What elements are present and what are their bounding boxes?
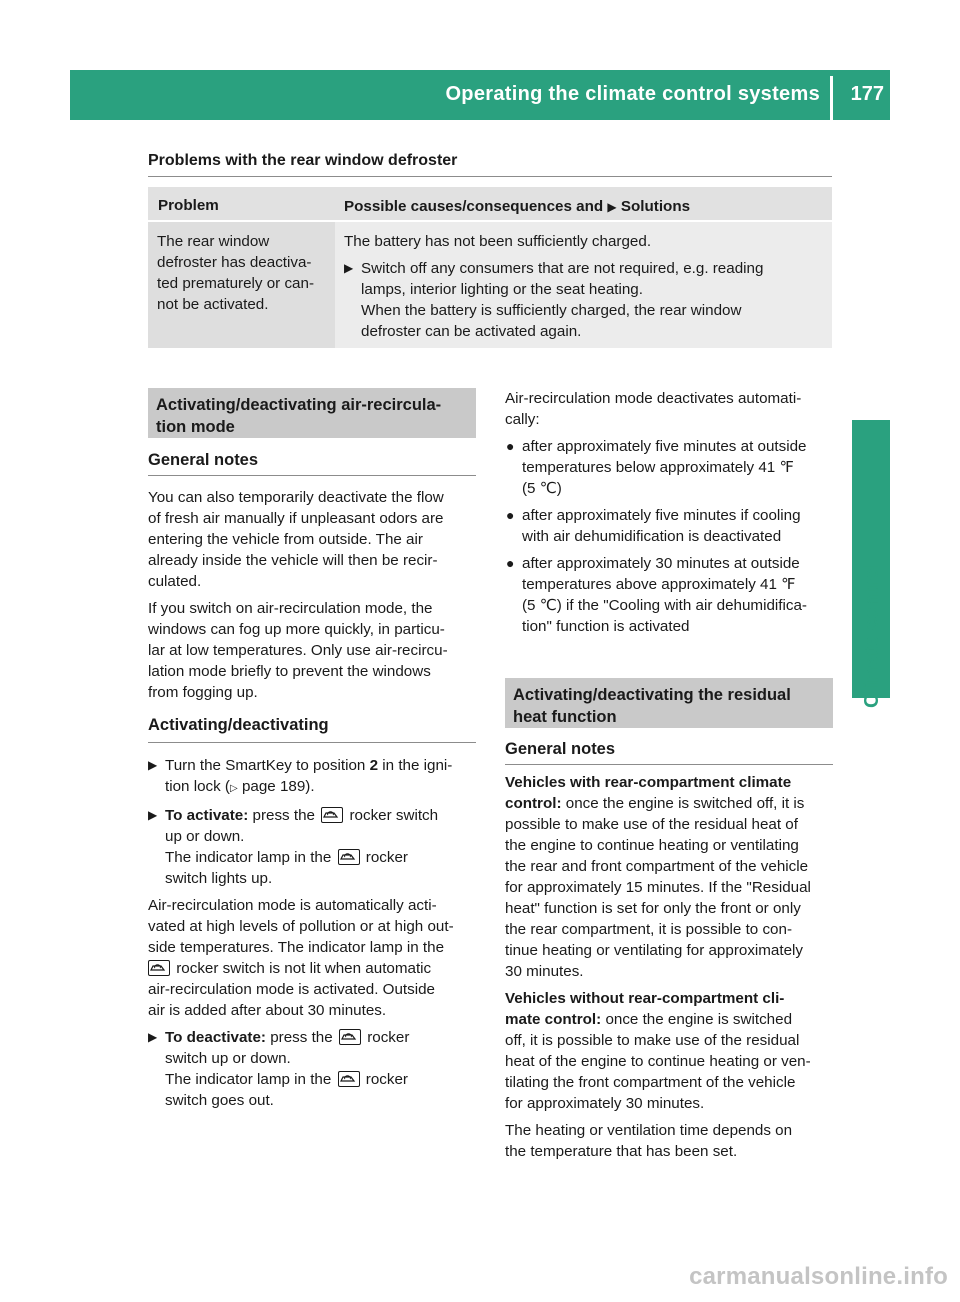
activating-title: Activating/deactivating <box>148 716 329 734</box>
problem-text: The rear window defroster has deactiva- ted prematurely or can- not be activated. <box>157 233 315 313</box>
bullet-icon: ● <box>506 438 515 454</box>
col-solutions-prefix: Possible causes/consequences and <box>344 198 604 215</box>
section-rule <box>148 475 476 476</box>
solution-cell <box>344 231 824 348</box>
footer-watermark: carmanualsonline.info <box>689 1263 948 1290</box>
air-recirc-title-block: Activating/deactivating air-recircula- tion mode <box>148 388 476 438</box>
page-number: 177 <box>850 83 884 105</box>
final-paragraph: The heating or ventilation time depends on the temperature that has been set. <box>505 1122 793 1160</box>
section-rule <box>148 176 832 177</box>
general-notes-title: General notes <box>148 451 259 469</box>
table-row <box>148 222 832 348</box>
triangle-arrow-icon: ▶ <box>607 200 617 214</box>
side-tab-label: Climate control <box>861 562 883 708</box>
page-ref-link[interactable]: page 189). <box>241 778 315 795</box>
air-recirculation-icon <box>339 1029 361 1045</box>
page-ref-arrow-icon: ▷ <box>230 783 238 794</box>
rear-window-title: Problems with the rear window defroster <box>148 152 458 169</box>
air-recirculation-icon <box>338 1071 360 1087</box>
rear-compartment-paragraph: Vehicles with rear-compartment climate control: once the engine is switched off, it is possible to make use of the residual heat of the engine to continue heating or ventilating the rear and front compartment of the vehicle for approximately 15 minutes. If the "Residual heat" function is set for only the front or only the rear compartment, it is possible to con- tinue heating or ventilating for approximately 30 minutes. <box>505 774 811 980</box>
bullet-icon: ● <box>506 555 515 571</box>
step-1: ▶ Turn the SmartKey to position 2 in the igni- tion lock (▷ page 189). <box>148 757 453 795</box>
residual-notes <box>505 772 840 1168</box>
auto-paragraph: Air-recirculation mode is automatically acti- vated at high levels of pollution or at high out- side temperatures. The indicator lamp in the rocker switch is not lit when automatic air-recirculation mode is activated. Outside air is added after about 30 minutes. <box>148 897 454 1019</box>
header-title: Operating the climate control systems <box>445 83 820 105</box>
section-rule <box>148 742 476 743</box>
air-recirculation-icon <box>321 807 343 823</box>
step-arrow-icon: ▶ <box>148 808 158 822</box>
list-item: ● after approximately five minutes if cooling with air dehumidification is deactivated <box>506 507 801 545</box>
problem-cell <box>148 222 335 348</box>
intro-paragraph: Air-recirculation mode deactivates automati- cally: <box>505 390 802 428</box>
list-item: ● after approximately 30 minutes at outside temperatures above approximately 41 ℉ (5 ℃) if the "Cooling with air dehumidifica- tion" function is activated <box>506 555 807 635</box>
step-3: ▶ To deactivate: press the rocker switch up or down. The indicator lamp in the rocker switch goes out. <box>148 1029 410 1109</box>
col-solutions <box>344 196 690 218</box>
air-recirculation-icon <box>338 849 360 865</box>
list-item: ● after approximately five minutes at outside temperatures below approximately 41 ℉ (5 ℃) <box>506 438 807 497</box>
step-arrow-icon: ▶ <box>148 1030 158 1044</box>
notes-paragraph: You can also temporarily deactivate the flow of fresh air manually if unpleasant odors are entering the vehicle from outside. The air already inside the vehicle will then be recir- culated. <box>148 489 444 590</box>
col-solutions-suffix: Solutions <box>620 198 691 215</box>
header-divider <box>830 76 833 120</box>
left-column <box>148 487 483 1117</box>
step-arrow-icon: ▶ <box>148 758 158 772</box>
col-problem: Problem <box>158 197 219 214</box>
general-notes-title-2: General notes <box>505 740 616 758</box>
right-column <box>505 388 840 643</box>
step-2: ▶ To activate: press the rocker switch up or down. The indicator lamp in the rocker switch lights up. <box>148 807 439 887</box>
step-arrow-icon: ▶ <box>344 261 354 275</box>
residual-heat-title-block: Activating/deactivating the residual heat function <box>505 678 833 728</box>
notes-paragraph-2: If you switch on air-recirculation mode, the windows can fog up more quickly, in particu- lar at low temperatures. Only use air-recircu- lation mode briefly to prevent the windows from fogging up. <box>148 600 448 701</box>
cause-text: The battery has not been sufficiently charged. <box>344 233 652 250</box>
solution-step: ▶ Switch off any consumers that are not required, e.g. reading lamps, interior lighting or the seat heating. When the battery is sufficiently charged, the rear window defroster can be activated again. <box>344 260 764 340</box>
air-recirculation-icon <box>148 960 170 976</box>
without-rear-paragraph: Vehicles without rear-compartment cli- mate control: once the engine is switched off, it is possible to make use of the residual heat of the engine to continue heating or ven- tilating the front compartment of the vehicle for approximately 30 minutes. <box>505 990 811 1112</box>
page-header <box>70 70 890 120</box>
section-rule <box>505 764 833 765</box>
bullet-icon: ● <box>506 507 515 523</box>
table-header <box>148 187 832 220</box>
